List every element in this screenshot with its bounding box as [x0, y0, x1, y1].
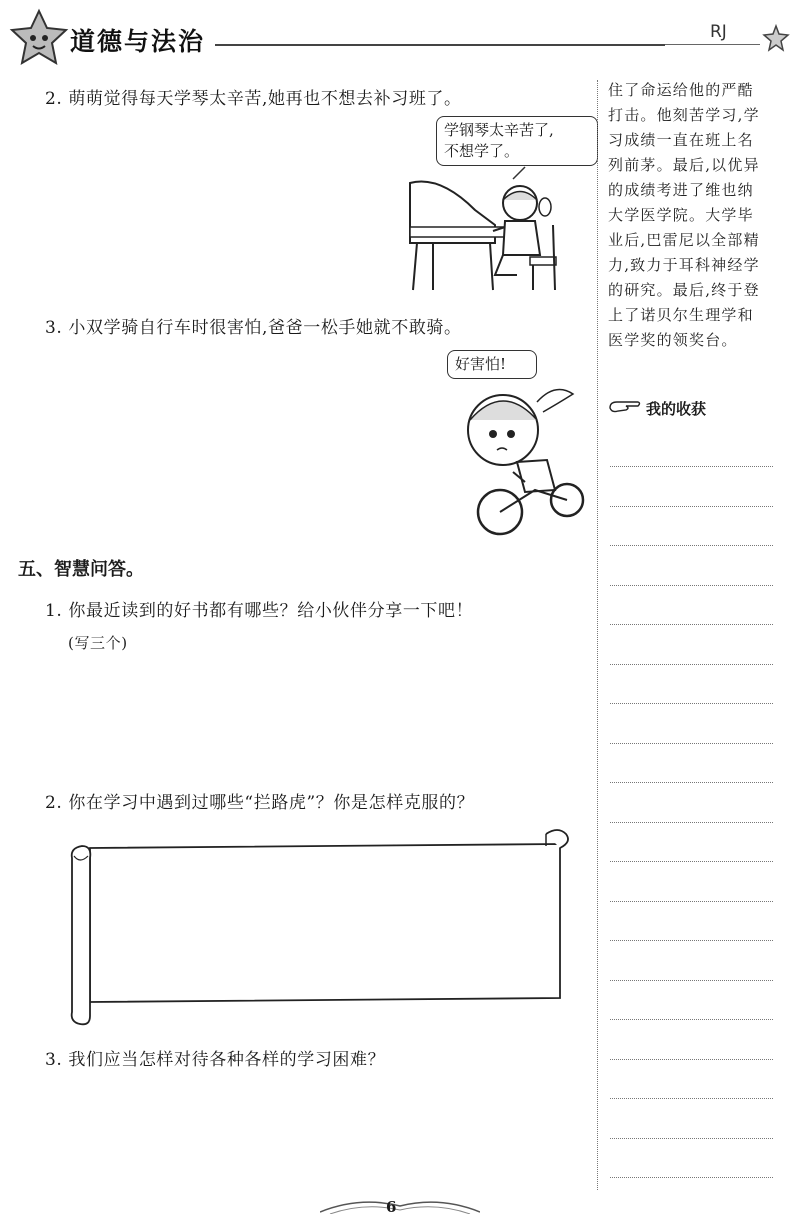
sidebar-line: 列前茅。最后,以优异 [608, 156, 760, 174]
footer-ornament [320, 1192, 480, 1214]
section-5-title: 五、智慧问答。 [18, 559, 144, 580]
header-divider-thin [665, 44, 760, 45]
sidebar-line: 的研究。最后,终于登 [608, 281, 760, 299]
writing-line[interactable] [610, 822, 773, 823]
header-star-icon [762, 24, 790, 52]
sidebar-line: 业后,巴雷尼以全部精 [608, 231, 760, 249]
my-gains-label: 我的收获 [646, 400, 707, 418]
writing-line[interactable] [610, 1177, 773, 1178]
writing-line[interactable] [610, 624, 773, 625]
section-5-question-1-line1: 1. 你最近读到的好书都有哪些？给小伙伴分享一下吧！ [45, 601, 474, 621]
girl-at-piano-illustration [405, 165, 565, 295]
question-3-text: 3. 小双学骑自行车时很害怕,爸爸一松手她就不敢骑。 [45, 318, 462, 338]
sidebar-line: 上了诺贝尔生理学和 [608, 306, 754, 324]
header-mascot-icon [8, 8, 70, 68]
writing-line[interactable] [610, 664, 773, 665]
girl-on-bike-illustration [455, 372, 590, 542]
answer-scroll-box[interactable] [62, 826, 574, 1030]
writing-line[interactable] [610, 506, 773, 507]
header-divider [215, 44, 665, 46]
sidebar-line: 习成绩一直在班上名 [608, 131, 754, 149]
my-gains-heading [608, 398, 778, 421]
sidebar-story-text [608, 78, 778, 353]
speech-bubble-piano-line1: 学钢琴太辛苦了, [444, 121, 554, 139]
writing-line[interactable] [610, 1098, 773, 1099]
writing-line[interactable] [610, 1019, 773, 1020]
writing-line[interactable] [610, 466, 773, 467]
section-5-question-3-text: 3. 我们应当怎样对待各种各样的学习困难？ [45, 1050, 386, 1070]
sidebar-line: 力,致力于耳科神经学 [608, 256, 760, 274]
writing-line[interactable] [610, 1059, 773, 1060]
sidebar-divider [597, 80, 598, 1190]
writing-line[interactable] [610, 703, 773, 704]
writing-line[interactable] [610, 585, 773, 586]
page-number: 6 [386, 1198, 397, 1216]
writing-line[interactable] [610, 980, 773, 981]
section-5-question-2-text: 2. 你在学习中遇到过哪些“拦路虎”？你是怎样克服的？ [45, 793, 475, 813]
writing-line[interactable] [610, 901, 773, 902]
writing-line[interactable] [610, 940, 773, 941]
speech-bubble-piano [436, 116, 598, 166]
sidebar-line: 打击。他刻苦学习,学 [608, 106, 760, 124]
edition-code: RJ [710, 22, 727, 42]
speech-bubble-piano-line2: 不想学了。 [444, 142, 520, 160]
writing-line[interactable] [610, 1138, 773, 1139]
writing-line[interactable] [610, 743, 773, 744]
section-5-question-1-line2: (写三个) [68, 634, 128, 652]
question-2-text: 2. 萌萌觉得每天学琴太辛苦,她再也不想去补习班了。 [45, 89, 462, 109]
header-title: 道德与法治 [70, 27, 206, 56]
speech-bubble-bike-text: 好害怕! [455, 355, 507, 373]
sidebar-line: 的成绩考进了维也纳 [608, 181, 754, 199]
writing-line[interactable] [610, 545, 773, 546]
writing-line[interactable] [610, 782, 773, 783]
pointing-hand-icon [608, 399, 642, 421]
sidebar-line: 大学医学院。大学毕 [608, 206, 754, 224]
sidebar-line: 医学奖的领奖台。 [608, 331, 738, 349]
writing-line[interactable] [610, 861, 773, 862]
sidebar-line: 住了命运给他的严酷 [608, 81, 754, 99]
